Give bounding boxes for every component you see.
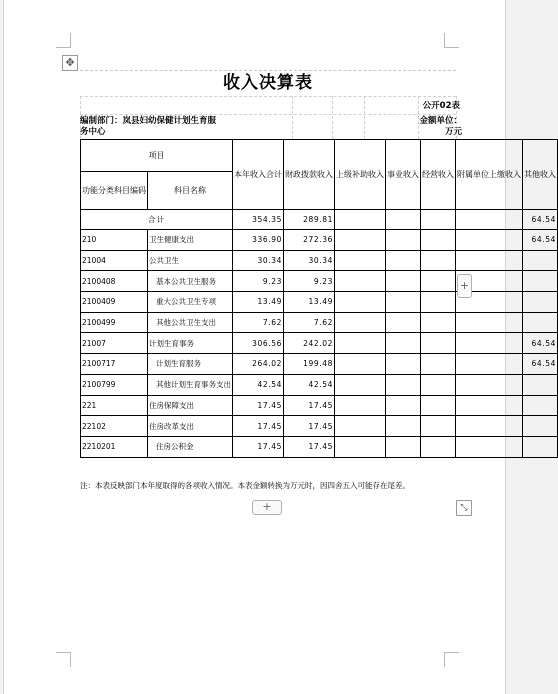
cell-other-income: 64.54 (523, 354, 558, 375)
cell-total-income: 264.02 (233, 354, 284, 375)
header-operating-income: 经营收入 (421, 140, 456, 210)
cell-superior-subsidy (335, 250, 386, 271)
cell-code: 2100499 (81, 312, 148, 333)
cell-business-income (386, 436, 421, 457)
cell-affiliated-income (456, 230, 523, 251)
page-corner-mark (444, 652, 459, 667)
cell-subject-name: 计划生育服务 (148, 354, 233, 375)
cell-fiscal-grant: 242.02 (284, 333, 335, 354)
cell-superior-subsidy (335, 333, 386, 354)
cell-fiscal-grant: 17.45 (284, 416, 335, 437)
cell-operating-income (421, 395, 456, 416)
cell-affiliated-income (456, 250, 523, 271)
cell-other-income: 64.54 (523, 210, 558, 230)
cell-other-income (523, 436, 558, 457)
cell-affiliated-income (456, 210, 523, 230)
cell-superior-subsidy (335, 416, 386, 437)
cell-business-income (386, 374, 421, 395)
cell-code: 2100717 (81, 354, 148, 375)
cell-operating-income (421, 292, 456, 313)
cell-total-income: 17.45 (233, 416, 284, 437)
header-superior-subsidy: 上级补助收入 (335, 140, 386, 210)
cell-fiscal-grant: 199.48 (284, 354, 335, 375)
header-other-income: 其他收入 (523, 140, 558, 210)
cell-code: 2100799 (81, 374, 148, 395)
cell-affiliated-income (456, 395, 523, 416)
cell-other-income (523, 292, 558, 313)
page-corner-mark (56, 33, 71, 48)
header-func-code: 功能分类科目编码 (81, 172, 148, 210)
cell-business-income (386, 250, 421, 271)
cell-affiliated-income (456, 354, 523, 375)
cell-superior-subsidy (335, 354, 386, 375)
cell-superior-subsidy (335, 210, 386, 230)
cell-total-income: 17.45 (233, 436, 284, 457)
table-row (81, 230, 558, 251)
gridline (80, 114, 456, 115)
gridline (364, 96, 365, 139)
cell-superior-subsidy (335, 436, 386, 457)
cell-subject-name: 重大公共卫生专项 (148, 292, 233, 313)
cell-superior-subsidy (335, 395, 386, 416)
cell-total-income: 354.35 (233, 210, 284, 230)
cell-total-income: 42.54 (233, 374, 284, 395)
cell-business-income (386, 395, 421, 416)
cell-subject-name: 住房改革支出 (148, 416, 233, 437)
cell-business-income (386, 312, 421, 333)
cell-fiscal-grant: 7.62 (284, 312, 335, 333)
cell-business-income (386, 333, 421, 354)
cell-fiscal-grant: 289.81 (284, 210, 335, 230)
table-row (81, 374, 558, 395)
cell-other-income: 64.54 (523, 333, 558, 354)
cell-fiscal-grant: 272.36 (284, 230, 335, 251)
table-row (81, 354, 558, 375)
cell-superior-subsidy (335, 230, 386, 251)
header-item: 项目 (81, 140, 233, 172)
cell-subject-name: 卫生健康支出 (148, 230, 233, 251)
table-row (81, 292, 558, 313)
cell-operating-income (421, 416, 456, 437)
header-subject-name: 科目名称 (148, 172, 233, 210)
table-row (81, 395, 558, 416)
cell-subject-name: 公共卫生 (148, 250, 233, 271)
cell-total-income: 17.45 (233, 395, 284, 416)
cell-fiscal-grant: 9.23 (284, 271, 335, 292)
cell-subject-name: 住房公积金 (148, 436, 233, 457)
cell-operating-income (421, 333, 456, 354)
cell-business-income (386, 230, 421, 251)
cell-fiscal-grant: 17.45 (284, 436, 335, 457)
header-affiliated-income: 附属单位上缴收入 (456, 140, 523, 210)
cell-total-income: 336.90 (233, 230, 284, 251)
cell-total-income: 13.49 (233, 292, 284, 313)
cell-code: 21004 (81, 250, 148, 271)
cell-other-income (523, 374, 558, 395)
footnote: 注：本表反映部门本年度取得的各项收入情况。本表金额转换为万元时，因四舍五入可能存在尾差。 (80, 481, 410, 490)
cell-business-income (386, 271, 421, 292)
header-total-income: 本年收入合计 (233, 140, 284, 210)
cell-business-income (386, 292, 421, 313)
unit-label: 金额单位：万元 (419, 116, 462, 137)
cell-business-income (386, 210, 421, 230)
cell-operating-income (421, 271, 456, 292)
cell-affiliated-income (456, 374, 523, 395)
cell-subject-name: 基本公共卫生服务 (148, 271, 233, 292)
cell-operating-income (421, 436, 456, 457)
department-label: 编制部门：岚县妇幼保健计划生育服务中心 (80, 116, 217, 137)
header-fiscal-grant: 财政拨款收入 (284, 140, 335, 210)
income-table (80, 139, 558, 458)
cell-other-income (523, 395, 558, 416)
add-column-icon[interactable]: + (457, 274, 472, 298)
cell-affiliated-income (456, 312, 523, 333)
cell-fiscal-grant: 13.49 (284, 292, 335, 313)
cell-operating-income (421, 374, 456, 395)
cell-other-income: 64.54 (523, 230, 558, 251)
cell-other-income (523, 416, 558, 437)
cell-total-income: 7.62 (233, 312, 284, 333)
cell-other-income (523, 271, 558, 292)
cell-code: 2100409 (81, 292, 148, 313)
table-row (81, 333, 558, 354)
cell-fiscal-grant: 30.34 (284, 250, 335, 271)
cell-business-income (386, 416, 421, 437)
cell-code: 2210201 (81, 436, 148, 457)
table-row-total (81, 210, 558, 230)
cell-code: 210 (81, 230, 148, 251)
cell-code: 21007 (81, 333, 148, 354)
table-row (81, 312, 558, 333)
table-row (81, 416, 558, 437)
add-row-icon[interactable]: + (252, 500, 282, 515)
cell-operating-income (421, 250, 456, 271)
cell-operating-income (421, 312, 456, 333)
cell-subject-name: 其他公共卫生支出 (148, 312, 233, 333)
header-business-income: 事业收入 (386, 140, 421, 210)
cell-other-income (523, 250, 558, 271)
table-resize-icon[interactable]: ⤡ (456, 500, 472, 516)
cell-affiliated-income (456, 436, 523, 457)
cell-affiliated-income (456, 416, 523, 437)
cell-subject-name: 计划生育事务 (148, 333, 233, 354)
page-corner-mark (444, 33, 459, 48)
gridline (332, 96, 333, 139)
cell-business-income (386, 354, 421, 375)
cell-superior-subsidy (335, 292, 386, 313)
form-code: 公开02表 (422, 101, 460, 111)
cell-code: 22102 (81, 416, 148, 437)
cell-affiliated-income (456, 333, 523, 354)
cell-superior-subsidy (335, 271, 386, 292)
cell-code: 221 (81, 395, 148, 416)
cell-subject-name: 其他计划生育事务支出 (148, 374, 233, 395)
cell-fiscal-grant: 42.54 (284, 374, 335, 395)
page-corner-mark (56, 652, 71, 667)
cell-operating-income (421, 210, 456, 230)
table-row (81, 250, 558, 271)
total-label: 合计 (81, 210, 233, 230)
cell-superior-subsidy (335, 312, 386, 333)
page-title: 收入决算表 (80, 70, 456, 95)
table-move-handle-icon[interactable]: ✥ (62, 55, 78, 71)
cell-superior-subsidy (335, 374, 386, 395)
cell-operating-income (421, 354, 456, 375)
cell-subject-name: 住房保障支出 (148, 395, 233, 416)
cell-other-income (523, 312, 558, 333)
table-row (81, 436, 558, 457)
cell-fiscal-grant: 17.45 (284, 395, 335, 416)
cell-total-income: 9.23 (233, 271, 284, 292)
table-row (81, 271, 558, 292)
cell-total-income: 306.56 (233, 333, 284, 354)
cell-total-income: 30.34 (233, 250, 284, 271)
cell-operating-income (421, 230, 456, 251)
gridline (292, 96, 293, 139)
cell-code: 2100408 (81, 271, 148, 292)
gridline (80, 96, 456, 97)
